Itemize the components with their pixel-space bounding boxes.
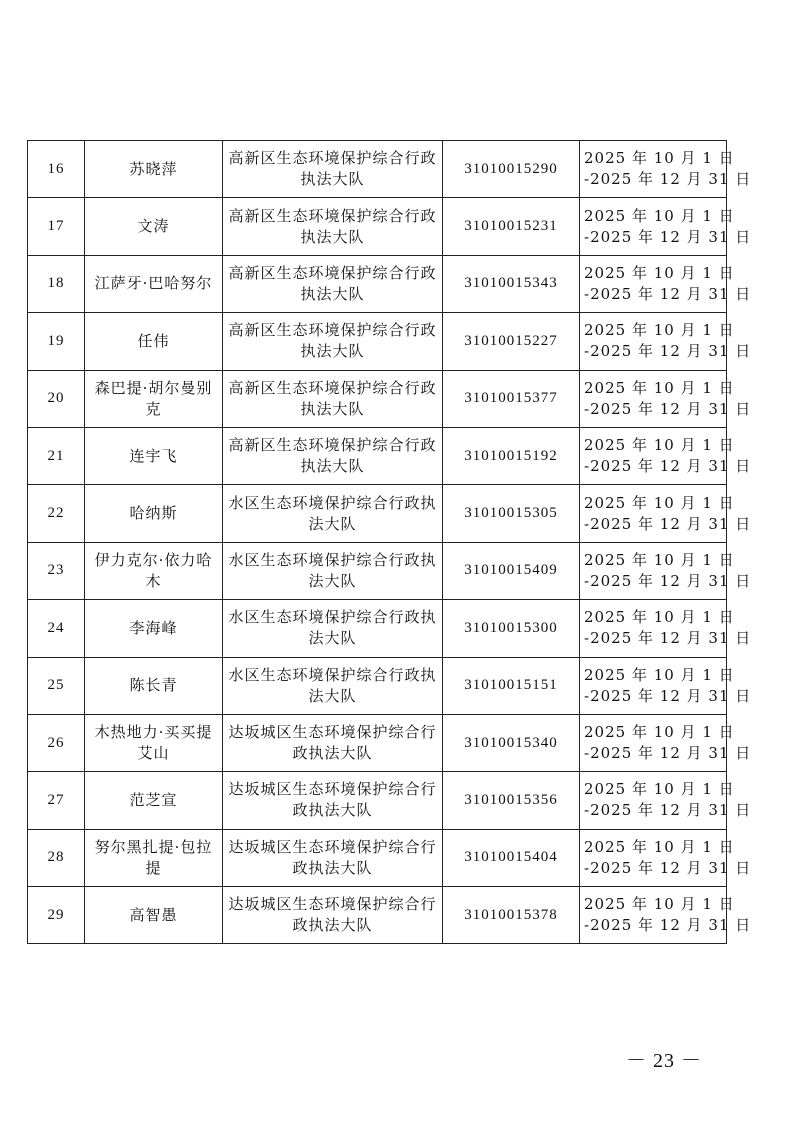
- row-index-cell: 21: [28, 427, 85, 484]
- table-row: [28, 141, 727, 198]
- validity-period-cell: [580, 370, 752, 427]
- row-index-cell: 17: [28, 198, 85, 255]
- validity-start: 2025 年 10 月 1 日: [584, 550, 735, 569]
- validity-end: -2025 年 12 月 31 日: [584, 342, 752, 361]
- name-cell: 陈长青: [85, 657, 223, 714]
- row-index-cell: 25: [28, 657, 85, 714]
- unit-cell: 水区生态环境保护综合行政执法大队: [223, 657, 443, 714]
- certificate-number-cell: 31010015305: [443, 485, 580, 542]
- validity-end: -2025 年 12 月 31 日: [584, 629, 752, 648]
- table-row: [28, 600, 727, 657]
- unit-cell: 达坂城区生态环境保护综合行政执法大队: [223, 887, 443, 944]
- validity-start: 2025 年 10 月 1 日: [584, 665, 735, 684]
- unit-cell: 达坂城区生态环境保护综合行政执法大队: [223, 829, 443, 886]
- certificate-number-cell: 31010015378: [443, 887, 580, 944]
- row-index-cell: 24: [28, 600, 85, 657]
- table-row: [28, 485, 727, 542]
- unit-cell: 高新区生态环境保护综合行政执法大队: [223, 427, 443, 484]
- validity-period-cell: [580, 657, 752, 714]
- validity-start: 2025 年 10 月 1 日: [584, 149, 735, 168]
- validity-start: 2025 年 10 月 1 日: [584, 608, 735, 627]
- name-cell: 哈纳斯: [85, 485, 223, 542]
- validity-period-cell: [580, 198, 752, 255]
- table-row: [28, 829, 727, 886]
- row-index-cell: 27: [28, 772, 85, 829]
- name-cell: 努尔黑扎提·包拉提: [85, 829, 223, 886]
- row-index-cell: 28: [28, 829, 85, 886]
- unit-cell: 达坂城区生态环境保护综合行政执法大队: [223, 772, 443, 829]
- page-number: － 23 －: [626, 1050, 702, 1072]
- validity-period-cell: [580, 600, 752, 657]
- validity-start: 2025 年 10 月 1 日: [584, 780, 735, 799]
- validity-end: -2025 年 12 月 31 日: [584, 170, 752, 189]
- validity-start: 2025 年 10 月 1 日: [584, 263, 735, 282]
- certificate-number-cell: 31010015290: [443, 141, 580, 198]
- validity-period-cell: [580, 714, 752, 771]
- name-cell: 任伟: [85, 313, 223, 370]
- row-index-cell: 29: [28, 887, 85, 944]
- certificate-number-cell: 31010015227: [443, 313, 580, 370]
- row-index-cell: 16: [28, 141, 85, 198]
- table-row: [28, 313, 727, 370]
- validity-period-cell: [580, 829, 752, 886]
- name-cell: 江萨牙·巴哈努尔: [85, 255, 223, 312]
- validity-period-cell: [580, 772, 752, 829]
- table-body: [28, 141, 752, 944]
- name-cell: 高智愚: [85, 887, 223, 944]
- certificate-number-cell: 31010015356: [443, 772, 580, 829]
- name-cell: 伊力克尔·依力哈木: [85, 542, 223, 599]
- validity-start: 2025 年 10 月 1 日: [584, 493, 735, 512]
- validity-start: 2025 年 10 月 1 日: [584, 837, 735, 856]
- unit-cell: 高新区生态环境保护综合行政执法大队: [223, 370, 443, 427]
- certificate-number-cell: 31010015151: [443, 657, 580, 714]
- certificate-number-cell: 31010015192: [443, 427, 580, 484]
- table-row: [28, 657, 727, 714]
- unit-cell: 高新区生态环境保护综合行政执法大队: [223, 255, 443, 312]
- validity-start: 2025 年 10 月 1 日: [584, 895, 735, 914]
- table-row: [28, 255, 727, 312]
- validity-period-cell: [580, 485, 752, 542]
- validity-end: -2025 年 12 月 31 日: [584, 457, 752, 476]
- certificate-number-cell: 31010015231: [443, 198, 580, 255]
- validity-start: 2025 年 10 月 1 日: [584, 723, 735, 742]
- table-row: [28, 427, 727, 484]
- table-row: [28, 714, 727, 771]
- row-index-cell: 22: [28, 485, 85, 542]
- unit-cell: 高新区生态环境保护综合行政执法大队: [223, 313, 443, 370]
- unit-cell: 达坂城区生态环境保护综合行政执法大队: [223, 714, 443, 771]
- validity-end: -2025 年 12 月 31 日: [584, 514, 752, 533]
- validity-start: 2025 年 10 月 1 日: [584, 436, 735, 455]
- table-row: [28, 772, 727, 829]
- unit-cell: 高新区生态环境保护综合行政执法大队: [223, 141, 443, 198]
- table-row: [28, 542, 727, 599]
- validity-end: -2025 年 12 月 31 日: [584, 227, 752, 246]
- row-index-cell: 18: [28, 255, 85, 312]
- validity-period-cell: [580, 141, 752, 198]
- unit-cell: 高新区生态环境保护综合行政执法大队: [223, 198, 443, 255]
- validity-start: 2025 年 10 月 1 日: [584, 206, 735, 225]
- validity-end: -2025 年 12 月 31 日: [584, 284, 752, 303]
- validity-end: -2025 年 12 月 31 日: [584, 801, 752, 820]
- unit-cell: 水区生态环境保护综合行政执法大队: [223, 600, 443, 657]
- table-row: [28, 370, 727, 427]
- validity-start: 2025 年 10 月 1 日: [584, 321, 735, 340]
- validity-end: -2025 年 12 月 31 日: [584, 399, 752, 418]
- certificate-number-cell: 31010015409: [443, 542, 580, 599]
- personnel-table: [27, 140, 752, 944]
- name-cell: 木热地力·买买提艾山: [85, 714, 223, 771]
- row-index-cell: 26: [28, 714, 85, 771]
- certificate-number-cell: 31010015340: [443, 714, 580, 771]
- validity-end: -2025 年 12 月 31 日: [584, 916, 752, 935]
- row-index-cell: 23: [28, 542, 85, 599]
- name-cell: 范芝宣: [85, 772, 223, 829]
- validity-period-cell: [580, 427, 752, 484]
- row-index-cell: 20: [28, 370, 85, 427]
- validity-end: -2025 年 12 月 31 日: [584, 858, 752, 877]
- validity-start: 2025 年 10 月 1 日: [584, 378, 735, 397]
- certificate-number-cell: 31010015404: [443, 829, 580, 886]
- table-row: [28, 887, 727, 944]
- validity-end: -2025 年 12 月 31 日: [584, 571, 752, 590]
- validity-end: -2025 年 12 月 31 日: [584, 744, 752, 763]
- name-cell: 连宇飞: [85, 427, 223, 484]
- name-cell: 李海峰: [85, 600, 223, 657]
- name-cell: 森巴提·胡尔曼别克: [85, 370, 223, 427]
- row-index-cell: 19: [28, 313, 85, 370]
- validity-period-cell: [580, 887, 752, 944]
- certificate-number-cell: 31010015377: [443, 370, 580, 427]
- table-row: [28, 198, 727, 255]
- name-cell: 文涛: [85, 198, 223, 255]
- unit-cell: 水区生态环境保护综合行政执法大队: [223, 542, 443, 599]
- certificate-number-cell: 31010015343: [443, 255, 580, 312]
- certificate-number-cell: 31010015300: [443, 600, 580, 657]
- unit-cell: 水区生态环境保护综合行政执法大队: [223, 485, 443, 542]
- name-cell: 苏晓萍: [85, 141, 223, 198]
- validity-period-cell: [580, 255, 752, 312]
- validity-end: -2025 年 12 月 31 日: [584, 686, 752, 705]
- validity-period-cell: [580, 542, 752, 599]
- validity-period-cell: [580, 313, 752, 370]
